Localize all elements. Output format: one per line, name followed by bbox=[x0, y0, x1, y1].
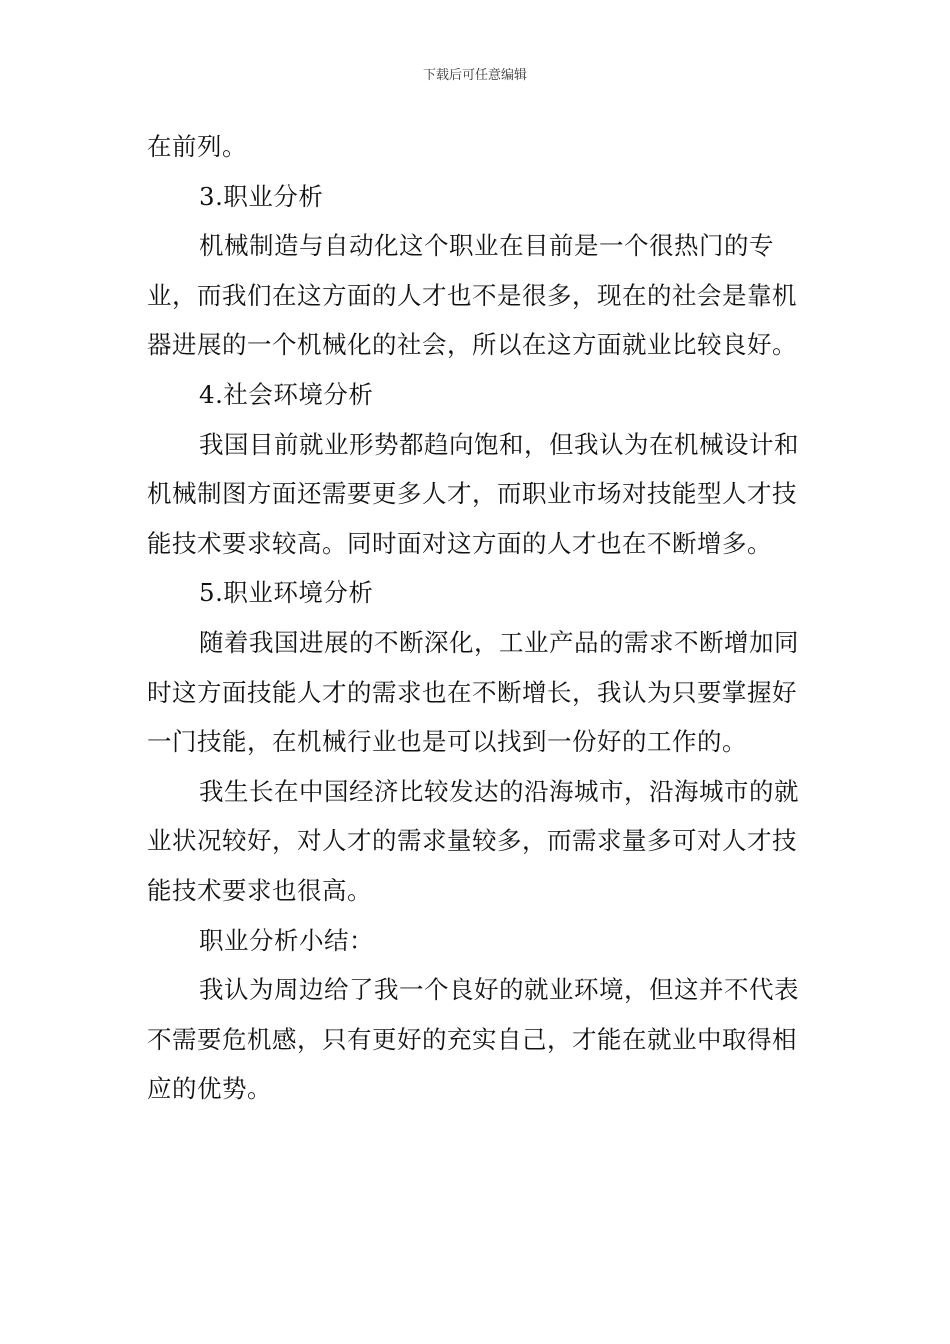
section-heading-social-environment: 4.社会环境分析 bbox=[199, 379, 374, 409]
paragraph-career-environment-1: 随着我国进展的不断深化，工业产品的需求不断增加同时这方面技能人才的需求也在不断增长，我认为只要掌握好一门技能，在机械行业也是可以找到一份好的工作的。 bbox=[147, 627, 799, 757]
section-heading-career-analysis: 3.职业分析 bbox=[199, 181, 324, 211]
paragraph-career-analysis: 机械制造与自动化这个职业在目前是一个很热门的专业，而我们在这方面的人才也不是很多，现在的社会是靠机器进展的一个机械化的社会，所以在这方面就业比较良好。 bbox=[147, 231, 797, 360]
document-body bbox=[147, 122, 812, 1114]
paragraph-social-environment: 我国目前就业形势都趋向饱和，但我认为在机械设计和机械制图方面还需要更多人才，而职业市场对技能型人才技能技术要求较高。同时面对这方面的人才也在不断增多。 bbox=[147, 429, 799, 558]
page-header: 下载后可任意编辑 bbox=[422, 68, 527, 83]
section-heading-career-environment: 5.职业环境分析 bbox=[199, 578, 374, 608]
paragraph-summary: 我认为周边给了我一个良好的就业环境，但这并不代表不需要危机感，只有更好的充实自己，才能在就业中取得相应的优势。 bbox=[147, 975, 799, 1104]
paragraph-career-environment-2: 我生长在中国经济比较发达的沿海城市，沿海城市的就业状况较好，对人才的需求量较多，而需求量多可对人才技能技术要求也很高。 bbox=[147, 776, 799, 905]
paragraph-continuation: 在前列。 bbox=[147, 132, 247, 161]
section-heading-summary: 职业分析小结： bbox=[199, 925, 374, 955]
